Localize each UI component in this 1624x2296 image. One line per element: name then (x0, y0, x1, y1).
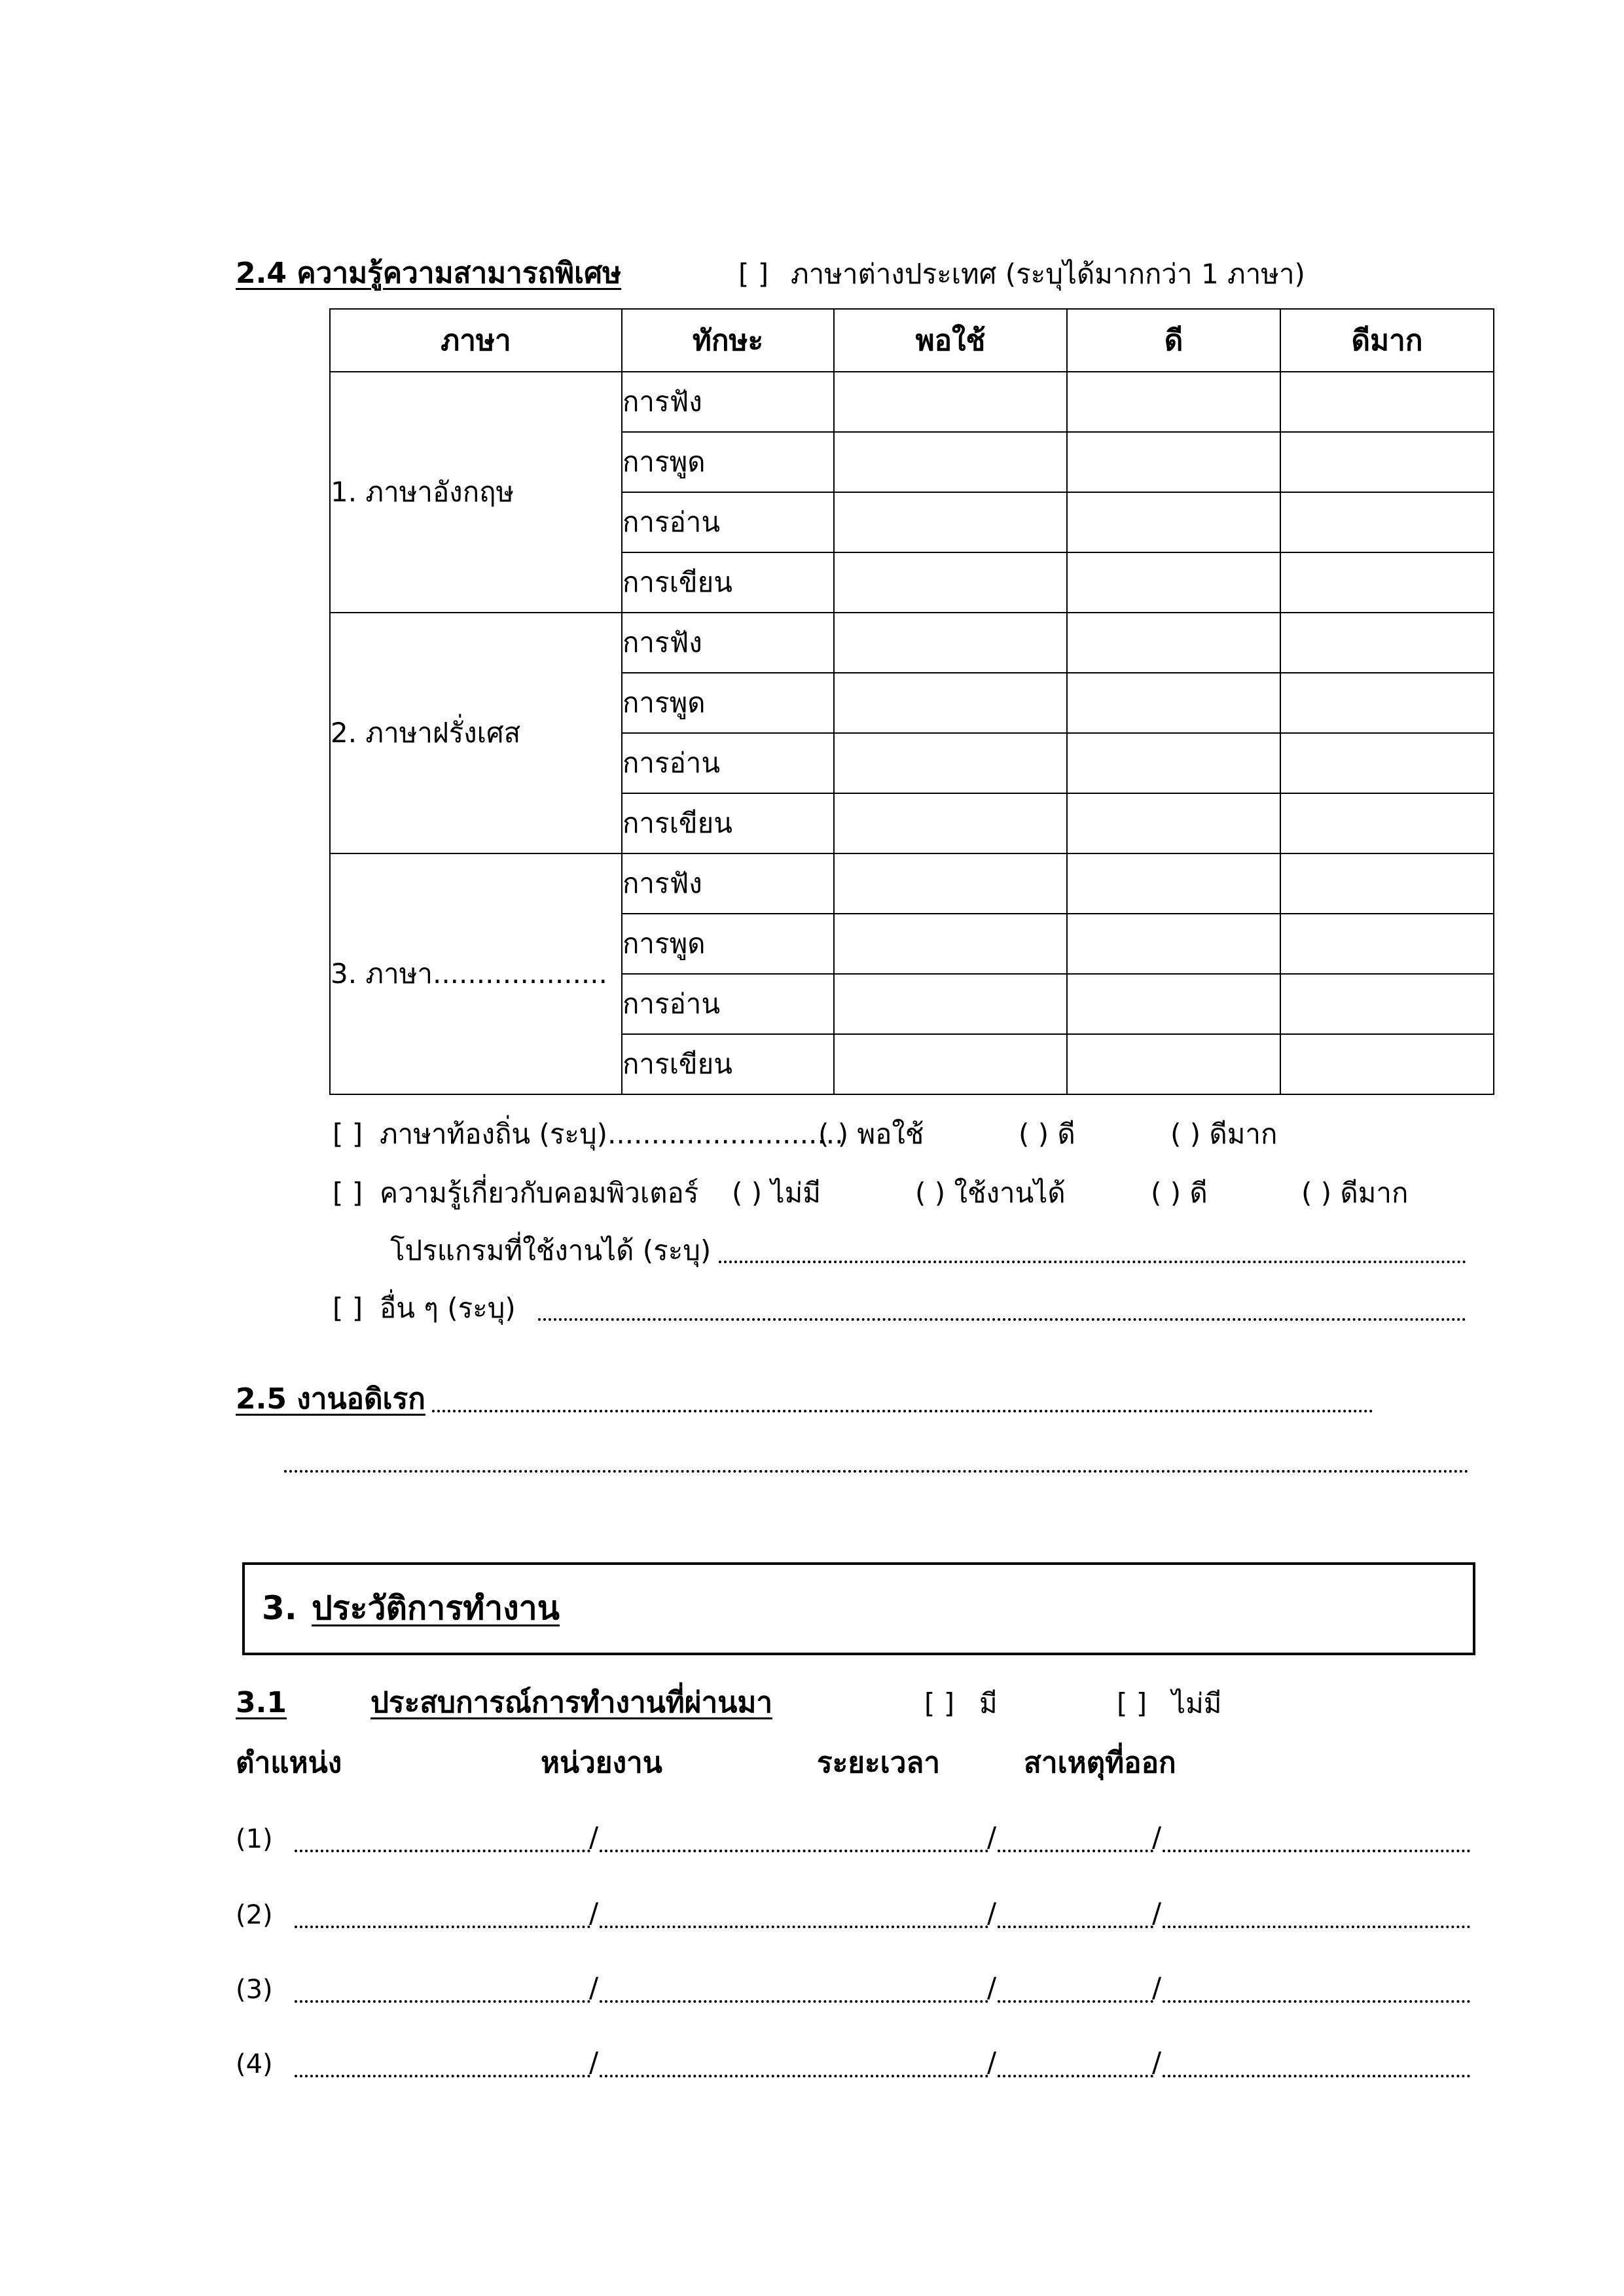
rating-cell-fair[interactable] (834, 492, 1067, 552)
rating-cell-fair[interactable] (834, 733, 1067, 793)
rating-cell-fair[interactable] (834, 552, 1067, 613)
foreign-language-checkbox[interactable]: [ ] (738, 258, 769, 290)
section-3-number: 3. (262, 1589, 297, 1627)
hobby-input-line-1[interactable] (432, 1410, 1373, 1412)
computer-good-option[interactable]: ( ) ดี (1151, 1177, 1208, 1209)
organization-input[interactable] (600, 1926, 988, 1928)
rating-cell-good[interactable] (1067, 432, 1280, 492)
table-row (330, 613, 1494, 673)
local-language-fair-option[interactable]: ( ) พอใช้ (818, 1118, 924, 1150)
separator: / (589, 2046, 599, 2078)
section-3-1-title: ประสบการณ์การทำงานที่ผ่านมา (370, 1686, 773, 1719)
rating-cell-fair[interactable] (834, 432, 1067, 492)
rating-cell-very-good[interactable] (1280, 914, 1494, 974)
rating-cell-very-good[interactable] (1280, 372, 1494, 432)
language-name: 2. ภาษาฝรั่งเศส (330, 613, 622, 853)
separator: / (589, 1971, 599, 2003)
rating-cell-very-good[interactable] (1280, 673, 1494, 733)
foreign-language-label: ภาษาต่างประเทศ (ระบุได้มากกว่า 1 ภาษา) (791, 258, 1305, 290)
column-reason-for-leaving: สาเหตุที่ออก (1024, 1746, 1176, 1780)
rating-cell-good[interactable] (1067, 793, 1280, 853)
table-row (330, 853, 1494, 914)
skill-label: การฟัง (622, 372, 834, 432)
separator: / (589, 1897, 599, 1929)
column-duration: ระยะเวลา (817, 1746, 941, 1780)
rating-cell-fair[interactable] (834, 914, 1067, 974)
header-skill: ทักษะ (622, 309, 834, 372)
computer-none-option[interactable]: ( ) ไม่มี (732, 1177, 821, 1209)
separator: / (1152, 1971, 1162, 2003)
rating-cell-very-good[interactable] (1280, 552, 1494, 613)
no-experience-label: ไม่มี (1172, 1687, 1222, 1719)
rating-cell-good[interactable] (1067, 1034, 1280, 1094)
skill-label: การเขียน (622, 1034, 834, 1094)
duration-input[interactable] (998, 1850, 1153, 1852)
section-2-4-title: 2.4 ความรู้ความสามารถพิเศษ (236, 257, 622, 290)
organization-input[interactable] (600, 2000, 988, 2003)
skill-label: การพูด (622, 432, 834, 492)
section-3-1-number: 3.1 (236, 1686, 287, 1719)
row-number: (3) (236, 1975, 273, 2005)
no-experience-checkbox[interactable]: [ ] (1117, 1687, 1147, 1719)
rating-cell-good[interactable] (1067, 613, 1280, 673)
rating-cell-good[interactable] (1067, 974, 1280, 1034)
separator: / (1152, 2046, 1162, 2078)
column-position: ตำแหน่ง (236, 1746, 342, 1780)
reason-input[interactable] (1163, 1926, 1470, 1928)
skill-label: การอ่าน (622, 974, 834, 1034)
separator: / (987, 1971, 997, 2003)
separator: / (1152, 1897, 1162, 1929)
language-name: 1. ภาษาอังกฤษ (330, 372, 622, 613)
skill-label: การเขียน (622, 552, 834, 613)
local-language-label[interactable]: ภาษาท้องถิ่น (ระบุ)........................... (380, 1118, 844, 1150)
header-language: ภาษา (330, 309, 622, 372)
language-skills-table (329, 308, 1494, 1095)
rating-cell-good[interactable] (1067, 914, 1280, 974)
rating-cell-good[interactable] (1067, 372, 1280, 432)
duration-input[interactable] (998, 2000, 1153, 2003)
duration-input[interactable] (998, 2075, 1153, 2077)
row-number: (2) (236, 1900, 273, 1930)
organization-input[interactable] (600, 1850, 988, 1852)
rating-cell-good[interactable] (1067, 853, 1280, 914)
skill-label: การพูด (622, 673, 834, 733)
column-organization: หน่วยงาน (541, 1746, 662, 1780)
other-skill-input[interactable] (538, 1318, 1466, 1321)
separator: / (1152, 1821, 1162, 1853)
rating-cell-fair[interactable] (834, 613, 1067, 673)
header-very-good: ดีมาก (1280, 309, 1494, 372)
separator: / (987, 2046, 997, 2078)
rating-cell-very-good[interactable] (1280, 613, 1494, 673)
separator: / (987, 1897, 997, 1929)
position-input[interactable] (295, 2075, 590, 2077)
rating-cell-very-good[interactable] (1280, 853, 1494, 914)
programs-label: โปรแกรมที่ใช้งานได้ (ระบุ) (390, 1234, 712, 1266)
rating-cell-very-good[interactable] (1280, 492, 1494, 552)
skill-label: การฟัง (622, 613, 834, 673)
rating-cell-good[interactable] (1067, 492, 1280, 552)
local-language-very-good-option[interactable]: ( ) ดีมาก (1170, 1118, 1278, 1150)
duration-input[interactable] (998, 1926, 1153, 1928)
computer-knowledge-checkbox[interactable]: [ ] (333, 1177, 363, 1209)
position-input[interactable] (295, 1850, 590, 1852)
computer-very-good-option[interactable]: ( ) ดีมาก (1301, 1177, 1409, 1209)
position-input[interactable] (295, 1926, 590, 1928)
table-header-row (330, 309, 1494, 372)
has-experience-label: มี (979, 1687, 998, 1719)
rating-cell-very-good[interactable] (1280, 1034, 1494, 1094)
reason-input[interactable] (1163, 2075, 1470, 2077)
skill-label: การเขียน (622, 793, 834, 853)
skill-label: การอ่าน (622, 733, 834, 793)
skill-label: การพูด (622, 914, 834, 974)
separator: / (589, 1821, 599, 1853)
programs-input[interactable] (719, 1261, 1466, 1263)
rating-cell-very-good[interactable] (1280, 793, 1494, 853)
hobby-input-line-2[interactable] (284, 1470, 1469, 1473)
rating-cell-very-good[interactable] (1280, 733, 1494, 793)
has-experience-checkbox[interactable]: [ ] (924, 1687, 955, 1719)
computer-usable-option[interactable]: ( ) ใช้งานได้ (915, 1177, 1066, 1209)
rating-cell-good[interactable] (1067, 733, 1280, 793)
section-3-title: ประวัติการทำงาน (312, 1589, 560, 1627)
rating-cell-fair[interactable] (834, 673, 1067, 733)
row-number: (1) (236, 1824, 273, 1854)
local-language-checkbox[interactable]: [ ] (333, 1118, 363, 1150)
rating-cell-good[interactable] (1067, 552, 1280, 613)
other-skill-checkbox[interactable]: [ ] (333, 1292, 363, 1324)
rating-cell-good[interactable] (1067, 673, 1280, 733)
section-2-5-title: 2.5 งานอดิเรก (236, 1382, 425, 1416)
separator: / (987, 1821, 997, 1853)
rating-cell-fair[interactable] (834, 1034, 1067, 1094)
rating-cell-very-good[interactable] (1280, 432, 1494, 492)
header-good: ดี (1067, 309, 1280, 372)
organization-input[interactable] (600, 2075, 988, 2077)
rating-cell-fair[interactable] (834, 853, 1067, 914)
header-fair: พอใช้ (834, 309, 1067, 372)
skill-label: การอ่าน (622, 492, 834, 552)
other-skill-label: อื่น ๆ (ระบุ) (380, 1292, 516, 1324)
local-language-good-option[interactable]: ( ) ดี (1019, 1118, 1075, 1150)
reason-input[interactable] (1163, 2000, 1470, 2003)
reason-input[interactable] (1163, 1850, 1470, 1852)
position-input[interactable] (295, 2000, 590, 2003)
rating-cell-fair[interactable] (834, 974, 1067, 1034)
table-row (330, 372, 1494, 432)
row-number: (4) (236, 2049, 273, 2079)
rating-cell-very-good[interactable] (1280, 974, 1494, 1034)
rating-cell-fair[interactable] (834, 793, 1067, 853)
computer-knowledge-label: ความรู้เกี่ยวกับคอมพิวเตอร์ (380, 1177, 699, 1209)
rating-cell-fair[interactable] (834, 372, 1067, 432)
language-name[interactable]: 3. ภาษา.................... (330, 853, 622, 1094)
skill-label: การฟัง (622, 853, 834, 914)
